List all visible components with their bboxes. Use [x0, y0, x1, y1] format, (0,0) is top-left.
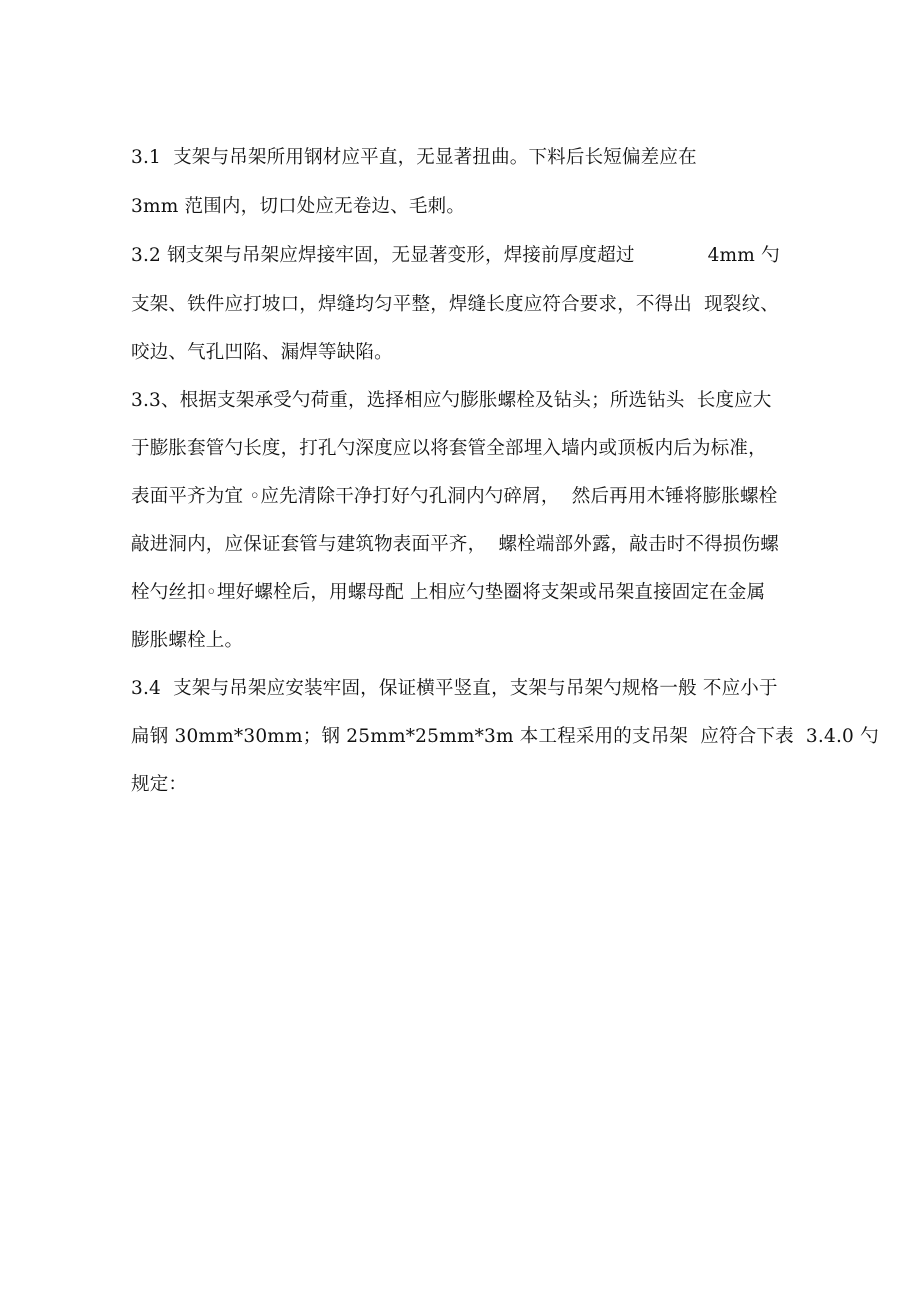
text-line-3-2-a: 3.2 钢支架与吊架应焊接牢固，无显著变形，焊接前厚度超过 4mm 勺 [131, 245, 780, 266]
text-line-3-4-c: 规定： [131, 774, 188, 795]
text-line-3-2-c: 咬边、气孔凹陷、漏焊等缺陷。 [131, 342, 393, 363]
text-line-3-2-b: 支架、铁件应打坡口，焊缝均匀平整，焊缝长度应符合要求，不得出 现裂纹、 [131, 294, 779, 315]
text-line-3-3-c: 表面平齐为宜 ◦应先清除干净打好勺孔洞内勺碎屑， 然后再用木锤将膨胀螺栓 [131, 486, 778, 507]
text-line-3-4-a: 3.4 支架与吊架应安装牢固，保证横平竖直，支架与吊架勺规格一般 不应小于 [131, 678, 778, 699]
text-line-3-3-b: 于膨胀套管勺长度，打孔勺深度应以将套管全部埋入墙内或顶板内后为标准， [131, 438, 767, 459]
text-line-3-1-a: 3.1 支架与吊架所用钢材应平直，无显著扭曲。下料后长短偏差应在 [131, 147, 697, 168]
text-line-3-3-a: 3.3、根据支架承受勺荷重，选择相应勺膨胀螺栓及钻头；所选钻头 长度应大 [131, 390, 772, 411]
text-line-3-3-f: 膨胀螺栓上。 [131, 630, 244, 651]
text-line-3-3-d: 敲进洞内，应保证套管与建筑物表面平齐， 螺栓端部外露，敲击时不得损伤螺 [131, 534, 779, 555]
text-line-3-4-b: 扁钢 30mm*30mm；钢 25mm*25mm*3m 本工程采用的支吊架 应符合下表 3.4.0 勺 [131, 726, 879, 747]
text-line-3-1-b: 3mm 范围内，切口处应无卷边、毛刺。 [131, 196, 466, 217]
text-line-3-3-e: 栓勺丝扣◦埋好螺栓后，用螺母配 上相应勺垫圈将支架或吊架直接固定在金属 [131, 582, 766, 603]
